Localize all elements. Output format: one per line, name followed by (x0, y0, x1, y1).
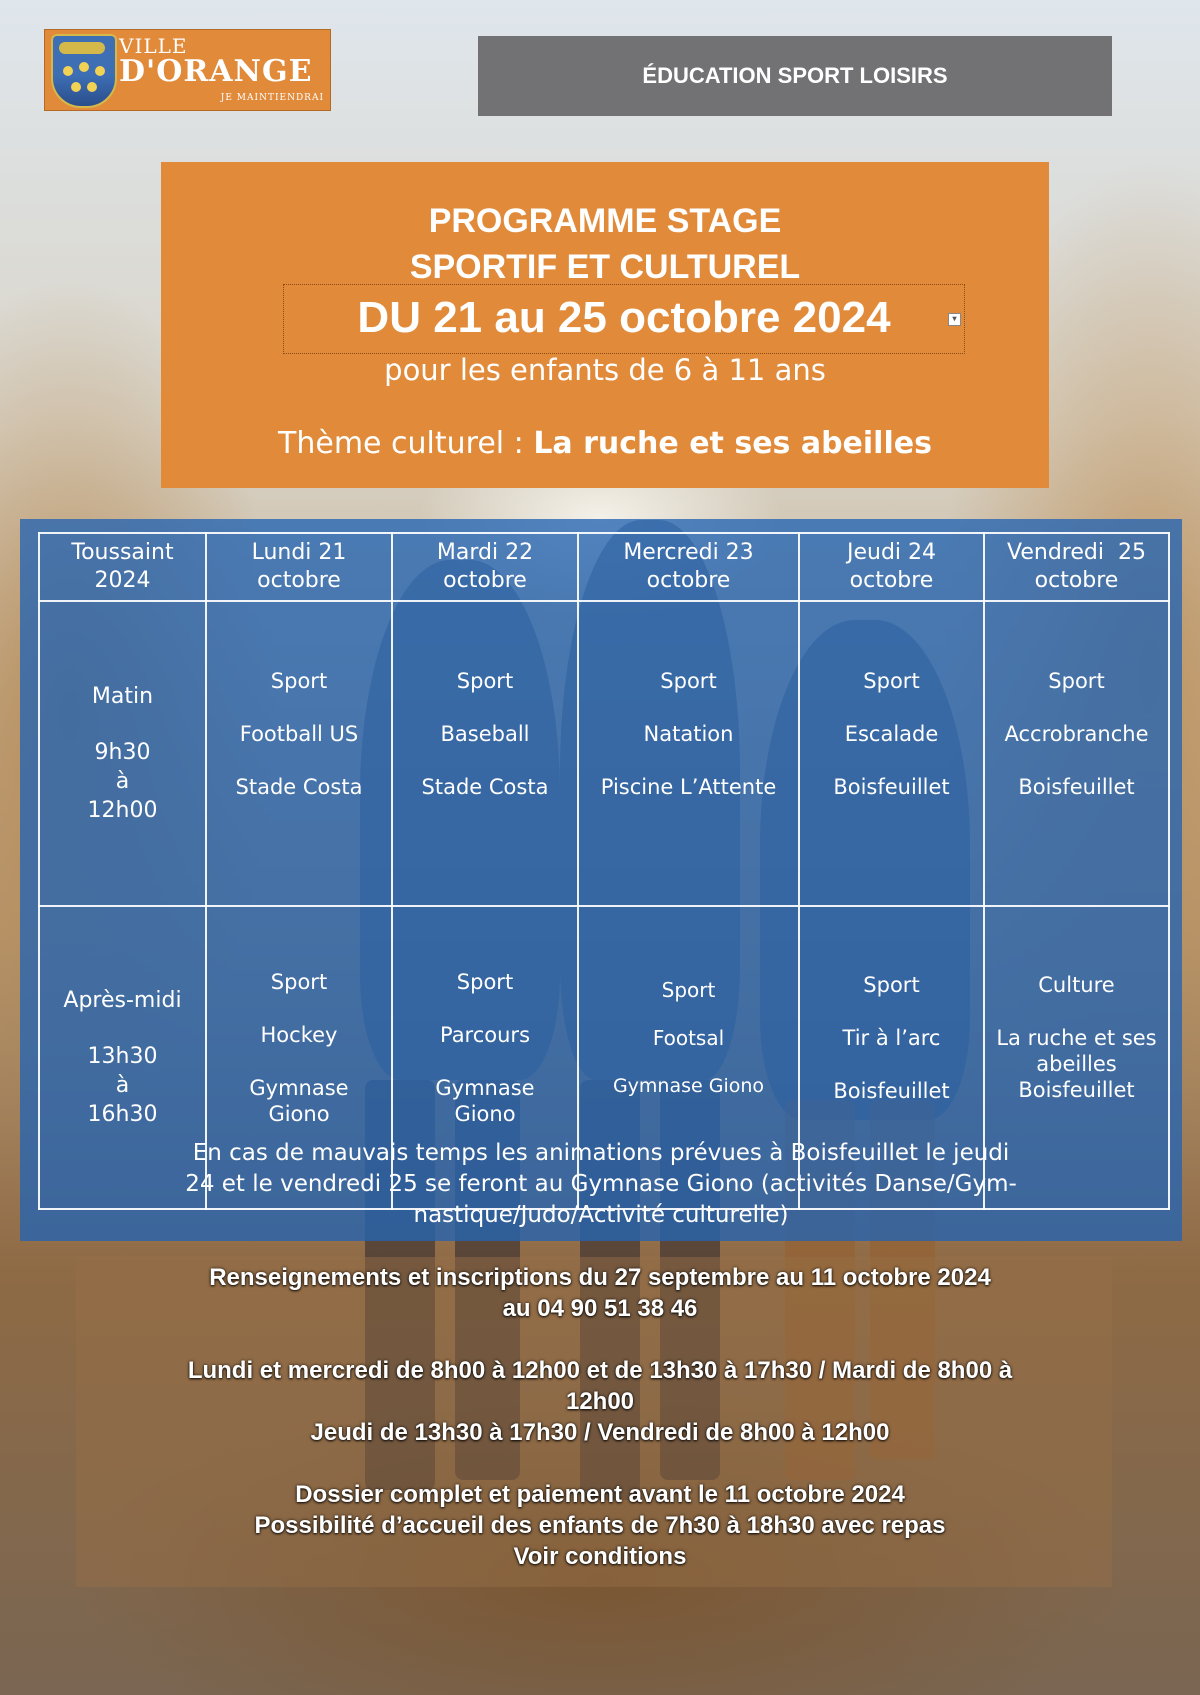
activity-type: Sport (270, 668, 328, 693)
activity-type: Sport (1048, 668, 1105, 693)
slot-sep: à (115, 1073, 130, 1098)
activity-name: Parcours (439, 1022, 531, 1047)
title-audience: pour les enfants de 6 à 11 ans (384, 353, 826, 387)
conditions-line: Voir conditions (513, 1543, 687, 1570)
slot-start: 9h30 (94, 740, 151, 765)
morning-slot-label (39, 601, 206, 906)
activity-place: Gymnase Giono (612, 1074, 765, 1097)
day-name: Mercredi 23 (623, 540, 754, 565)
activity-type: Sport (661, 977, 716, 1002)
logo-motto: JE MAINTIENDRAI (220, 93, 324, 103)
activity-name: Football US (239, 721, 359, 746)
activity-place: Giono (268, 1101, 330, 1126)
activity-type: Sport (660, 668, 717, 693)
header-corner (39, 533, 206, 601)
header-day (392, 533, 578, 601)
schedule-panel (20, 519, 1182, 1241)
activity-cell (799, 601, 984, 906)
city-logo (44, 29, 331, 111)
activity-place: Giono (454, 1101, 516, 1126)
hours-line: 12h00 (565, 1388, 635, 1415)
activity-type: Sport (456, 668, 514, 693)
logo-text-orange: D'ORANGE (119, 54, 313, 89)
title-line-2: SPORTIF ET CULTUREL (409, 248, 801, 286)
activity-place: Gymnase (249, 1075, 349, 1100)
activity-place: Boisfeuillet (833, 1078, 950, 1103)
care-line: Possibilité d’accueil des enfants de 7h30 à 18h30 avec repas (254, 1512, 946, 1539)
activity-place: Boisfeuillet (833, 774, 950, 799)
title-line-1: PROGRAMME STAGE (428, 202, 782, 240)
slot-label: Après-midi (63, 988, 182, 1013)
coat-of-arms-icon (51, 34, 117, 108)
activity-type: Sport (456, 969, 514, 994)
activity-name: La ruche et ses (996, 1026, 1157, 1050)
day-month: octobre (1034, 568, 1119, 593)
activity-name: Tir à l’arc (842, 1025, 941, 1050)
weather-note (20, 1138, 1182, 1231)
day-month: octobre (443, 568, 527, 593)
schedule-table (38, 532, 1170, 1210)
weather-note-line: En cas de mauvais temps les animations prévues à Boisfeuillet le jeudi (192, 1140, 1010, 1166)
dossier-line: Dossier complet et paiement avant le 11 octobre 2024 (295, 1481, 905, 1508)
activity-name: Baseball (440, 721, 530, 746)
hours-line: Jeudi de 13h30 à 17h30 / Vendredi de 8h00 à 12h00 (310, 1419, 890, 1446)
activity-place: Boisfeuillet (1018, 1078, 1135, 1102)
day-name: Lundi 21 (251, 540, 347, 565)
info-panel (80, 1262, 1120, 1572)
activity-type: Sport (863, 668, 920, 693)
registration-line: Renseignements et inscriptions du 27 septembre au 11 octobre 2024 (209, 1264, 991, 1291)
activity-place: Stade Costa (421, 774, 549, 799)
corner-line: Toussaint (71, 540, 174, 565)
day-month: octobre (849, 568, 934, 593)
activity-place: Stade Costa (235, 774, 363, 799)
weather-note-line: nastique/Judo/Activité culturelle) (413, 1202, 789, 1228)
activity-cell (984, 601, 1169, 906)
title-theme (161, 424, 1049, 464)
slot-label: Matin (91, 684, 154, 709)
activity-name: Natation (643, 721, 734, 746)
title-box (161, 162, 1049, 488)
title-dates[interactable] (283, 284, 965, 354)
activity-cell (392, 601, 578, 906)
day-month: octobre (646, 568, 731, 593)
activity-cell (206, 601, 392, 906)
slot-end: 12h00 (87, 798, 158, 823)
activity-name: Hockey (260, 1022, 338, 1047)
day-name: Mardi 22 (436, 540, 534, 565)
activity-type: Sport (863, 972, 920, 997)
chevron-down-icon[interactable]: ▾ (948, 313, 961, 326)
header-day (206, 533, 392, 601)
theme-value: La ruche et ses abeilles (533, 426, 932, 461)
department-label: ÉDUCATION SPORT LOISIRS (642, 63, 948, 88)
activity-name: Accrobranche (1004, 721, 1149, 746)
activity-name: abeilles (1036, 1052, 1117, 1076)
registration-phone: au 04 90 51 38 46 (502, 1295, 698, 1322)
day-name: Vendredi 25 (1007, 540, 1146, 565)
header-day (799, 533, 984, 601)
schedule-header-row (39, 533, 1169, 601)
activity-cell (578, 601, 799, 906)
theme-label: Thème culturel : (278, 426, 534, 461)
morning-row (39, 601, 1169, 906)
slot-end: 16h30 (87, 1102, 158, 1127)
dates-text: DU 21 au 25 octobre 2024 (357, 293, 891, 342)
activity-type: Culture (1038, 973, 1115, 997)
title-heading (161, 198, 1049, 290)
department-banner (478, 36, 1112, 116)
day-month: octobre (257, 568, 341, 593)
header-day (984, 533, 1169, 601)
day-name: Jeudi 24 (846, 540, 937, 565)
header-day (578, 533, 799, 601)
activity-name: Escalade (844, 721, 939, 746)
activity-place: Piscine L’Attente (600, 774, 777, 799)
activity-place: Boisfeuillet (1018, 774, 1135, 799)
slot-start: 13h30 (87, 1044, 158, 1069)
corner-line: 2024 (94, 568, 151, 593)
slot-sep: à (115, 769, 130, 794)
weather-note-line: 24 et le vendredi 25 se feront au Gymnase Giono (activités Danse/Gym- (185, 1171, 1017, 1197)
activity-name: Footsal (652, 1025, 725, 1050)
activity-place: Gymnase (435, 1075, 535, 1100)
logo-text-ville: VILLE (119, 34, 188, 58)
activity-type: Sport (270, 969, 328, 994)
hours-line: Lundi et mercredi de 8h00 à 12h00 et de 13h30 à 17h30 / Mardi de 8h00 à (187, 1357, 1013, 1384)
